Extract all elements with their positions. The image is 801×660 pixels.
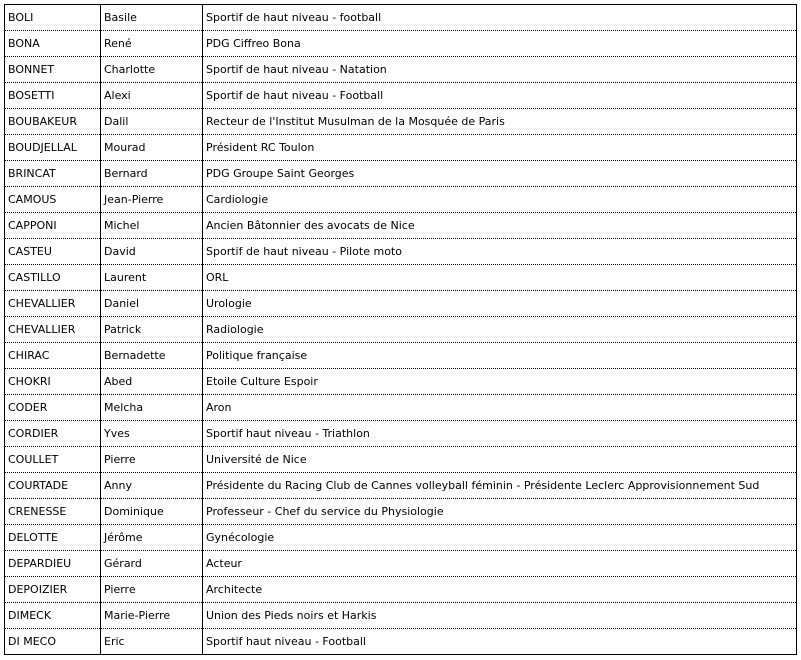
last-name-cell: CHIRAC: [5, 343, 101, 369]
table-row: [5, 187, 797, 213]
table-row: [5, 265, 797, 291]
people-table: [4, 4, 797, 655]
last-name-cell: DEPOIZIER: [5, 577, 101, 603]
table-row: [5, 577, 797, 603]
table-row: [5, 57, 797, 83]
table-row: [5, 135, 797, 161]
role-cell: PDG Ciffreo Bona: [203, 31, 797, 57]
role-cell: Sportif haut niveau - Football: [203, 629, 797, 655]
first-name-cell: Basile: [101, 5, 203, 31]
last-name-cell: COULLET: [5, 447, 101, 473]
last-name-cell: CHOKRI: [5, 369, 101, 395]
table-row: [5, 31, 797, 57]
role-cell: Acteur: [203, 551, 797, 577]
first-name-cell: Bernard: [101, 161, 203, 187]
table-row: [5, 603, 797, 629]
table-row: [5, 525, 797, 551]
role-cell: Sportif de haut niveau - Football: [203, 83, 797, 109]
last-name-cell: CAPPONI: [5, 213, 101, 239]
last-name-cell: CASTILLO: [5, 265, 101, 291]
role-cell: Gynécologie: [203, 525, 797, 551]
first-name-cell: Dominique: [101, 499, 203, 525]
role-cell: Sportif haut niveau - Triathlon: [203, 421, 797, 447]
first-name-cell: René: [101, 31, 203, 57]
role-cell: Politique française: [203, 343, 797, 369]
first-name-cell: Pierre: [101, 447, 203, 473]
role-cell: Cardiologie: [203, 187, 797, 213]
table-row: [5, 499, 797, 525]
last-name-cell: COURTADE: [5, 473, 101, 499]
first-name-cell: Charlotte: [101, 57, 203, 83]
table-row: [5, 161, 797, 187]
role-cell: Sportif de haut niveau - Pilote moto: [203, 239, 797, 265]
last-name-cell: CASTEU: [5, 239, 101, 265]
last-name-cell: BOSETTI: [5, 83, 101, 109]
first-name-cell: Patrick: [101, 317, 203, 343]
role-cell: Recteur de l'Institut Musulman de la Mosquée de Paris: [203, 109, 797, 135]
first-name-cell: Pierre: [101, 577, 203, 603]
last-name-cell: CAMOUS: [5, 187, 101, 213]
first-name-cell: Alexi: [101, 83, 203, 109]
last-name-cell: DI MECO: [5, 629, 101, 655]
table-row: [5, 369, 797, 395]
role-cell: Sportif de haut niveau - football: [203, 5, 797, 31]
people-table-body: [5, 5, 797, 655]
first-name-cell: Gérard: [101, 551, 203, 577]
role-cell: Aron: [203, 395, 797, 421]
last-name-cell: CODER: [5, 395, 101, 421]
role-cell: ORL: [203, 265, 797, 291]
first-name-cell: Eric: [101, 629, 203, 655]
last-name-cell: BONA: [5, 31, 101, 57]
first-name-cell: Abed: [101, 369, 203, 395]
first-name-cell: Jean-Pierre: [101, 187, 203, 213]
first-name-cell: Dalil: [101, 109, 203, 135]
people-table-container: [4, 4, 796, 652]
role-cell: Ancien Bâtonnier des avocats de Nice: [203, 213, 797, 239]
last-name-cell: DIMECK: [5, 603, 101, 629]
first-name-cell: Laurent: [101, 265, 203, 291]
first-name-cell: David: [101, 239, 203, 265]
first-name-cell: Yves: [101, 421, 203, 447]
last-name-cell: DELOTTE: [5, 525, 101, 551]
role-cell: Sportif de haut niveau - Natation: [203, 57, 797, 83]
last-name-cell: CRENESSE: [5, 499, 101, 525]
role-cell: Université de Nice: [203, 447, 797, 473]
role-cell: Président RC Toulon: [203, 135, 797, 161]
last-name-cell: BOUBAKEUR: [5, 109, 101, 135]
last-name-cell: BOUDJELLAL: [5, 135, 101, 161]
table-row: [5, 109, 797, 135]
table-row: [5, 239, 797, 265]
last-name-cell: DEPARDIEU: [5, 551, 101, 577]
table-row: [5, 343, 797, 369]
role-cell: Professeur - Chef du service du Physiologie: [203, 499, 797, 525]
last-name-cell: BRINCAT: [5, 161, 101, 187]
first-name-cell: Jérôme: [101, 525, 203, 551]
first-name-cell: Mourad: [101, 135, 203, 161]
role-cell: Présidente du Racing Club de Cannes volleyball féminin - Présidente Leclerc Approvisionnement Sud: [203, 473, 797, 499]
table-row: [5, 317, 797, 343]
last-name-cell: BOLI: [5, 5, 101, 31]
first-name-cell: Daniel: [101, 291, 203, 317]
last-name-cell: CORDIER: [5, 421, 101, 447]
table-row: [5, 83, 797, 109]
table-row: [5, 291, 797, 317]
first-name-cell: Marie-Pierre: [101, 603, 203, 629]
role-cell: PDG Groupe Saint Georges: [203, 161, 797, 187]
table-row: [5, 395, 797, 421]
first-name-cell: Anny: [101, 473, 203, 499]
table-row: [5, 421, 797, 447]
table-row: [5, 629, 797, 655]
first-name-cell: Bernadette: [101, 343, 203, 369]
first-name-cell: Melcha: [101, 395, 203, 421]
role-cell: Urologie: [203, 291, 797, 317]
role-cell: Union des Pieds noirs et Harkis: [203, 603, 797, 629]
table-row: [5, 5, 797, 31]
last-name-cell: CHEVALLIER: [5, 291, 101, 317]
table-row: [5, 551, 797, 577]
role-cell: Architecte: [203, 577, 797, 603]
first-name-cell: Michel: [101, 213, 203, 239]
last-name-cell: BONNET: [5, 57, 101, 83]
last-name-cell: CHEVALLIER: [5, 317, 101, 343]
role-cell: Radiologie: [203, 317, 797, 343]
table-row: [5, 213, 797, 239]
table-row: [5, 473, 797, 499]
role-cell: Etoile Culture Espoir: [203, 369, 797, 395]
table-row: [5, 447, 797, 473]
